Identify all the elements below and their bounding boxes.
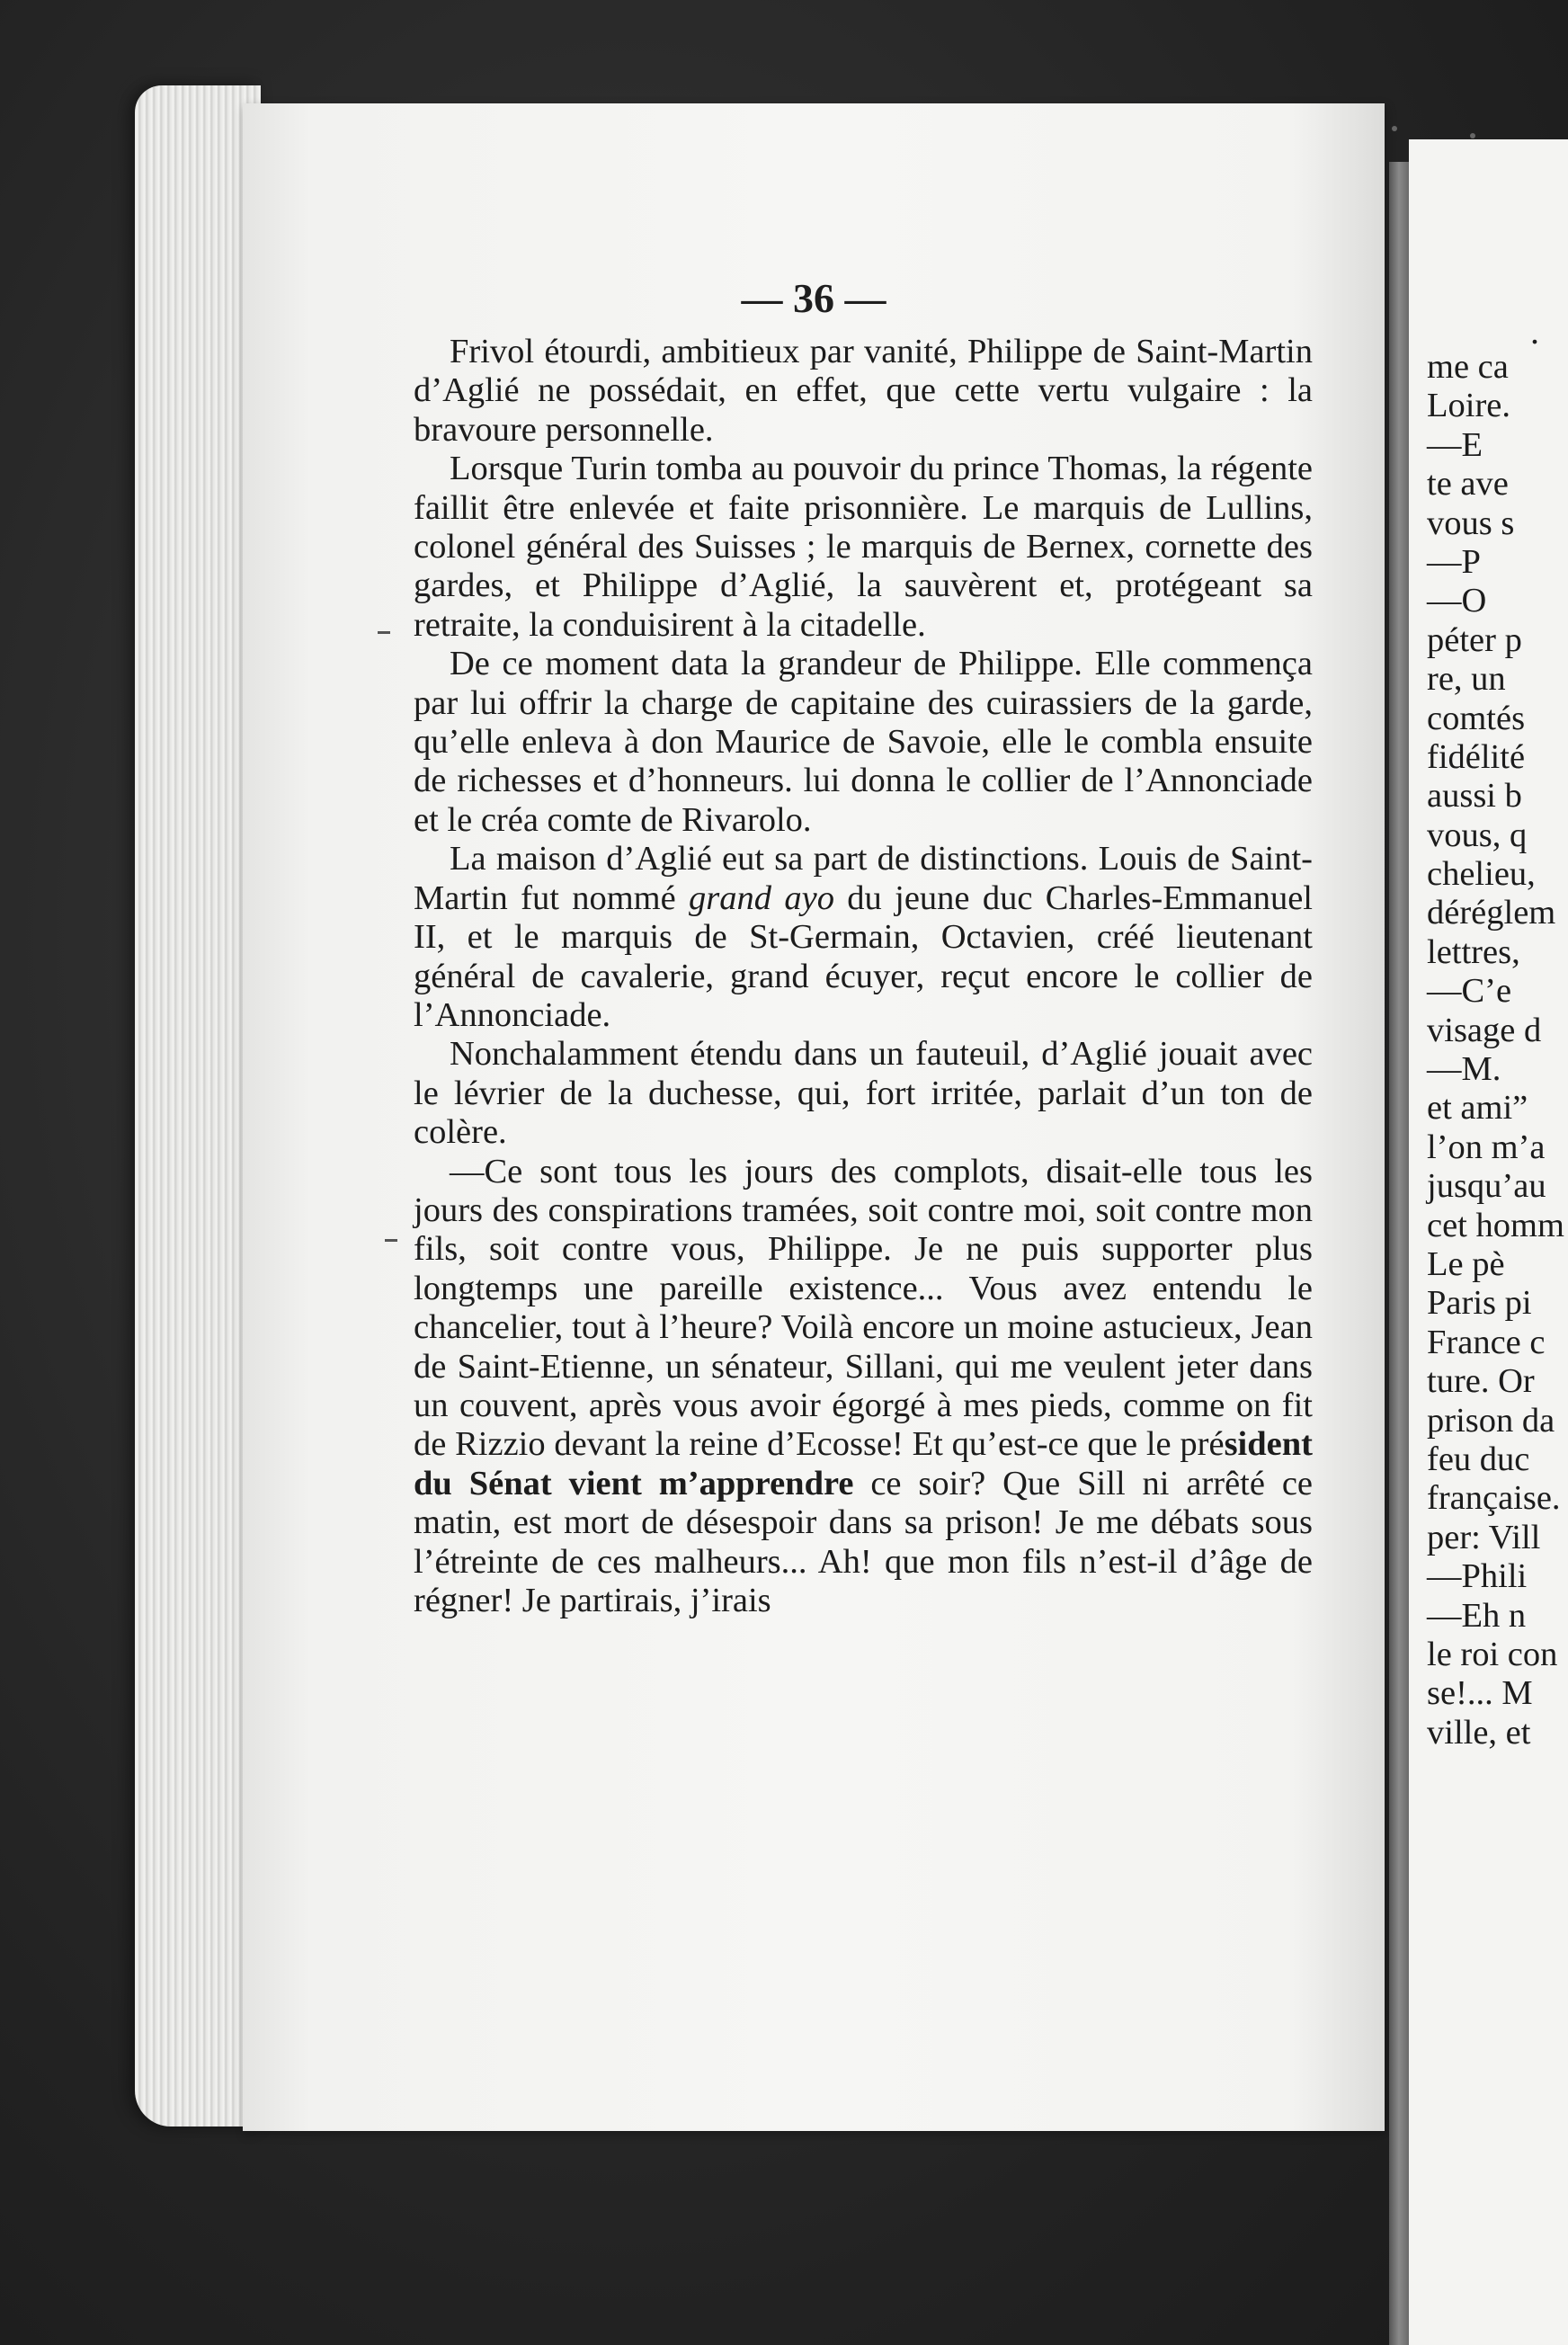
right-page-line: chelieu, [1427,855,1536,894]
right-page-line: fidélité [1427,737,1526,776]
right-page-line: —Phili [1427,1557,1528,1596]
page-number: — 36 — [741,275,886,321]
right-page-line: Le pè [1427,1244,1505,1283]
right-page-line: et ami” [1427,1089,1528,1128]
right-page-line: —M. [1427,1050,1501,1089]
right-page-line: lettres, [1427,932,1520,971]
right-page-line: aussi b [1427,777,1522,816]
bold-phrase: sident du Sénat vient m’apprendre [414,1425,1313,1502]
right-page-line: re, un [1427,660,1506,699]
right-page-line: —Eh n [1427,1596,1527,1635]
right-page-line: Paris pi [1427,1284,1532,1323]
paragraph [414,840,1313,1035]
right-page-line: vous, q [1427,816,1528,854]
italic-phrase: grand ayo [689,878,834,917]
text-span: La maison d’Aglié eut sa part de distinctions. Louis de Saint-Martin fut nommé [414,840,1313,917]
right-page-line: per: Vill [1427,1518,1541,1556]
right-page-line: péter p [1427,620,1522,659]
right-page-line: comtés [1427,699,1526,737]
paragraph: Nonchalamment étendu dans un fauteuil, d’Aglié jouait avec le lévrier de la duchesse, qui, fort irritée, parlait d’un ton de colère. [414,1035,1313,1152]
right-page-line: —C’e [1427,972,1512,1011]
right-page-line: jusqu’au [1427,1167,1546,1206]
right-page-line: vous s [1427,504,1515,542]
right-page-line: —E [1427,425,1483,464]
right-page-line: —P [1427,542,1481,581]
right-page-line: ville, et [1427,1713,1531,1752]
right-page-line: prison da [1427,1401,1555,1440]
margin-mark [385,1239,397,1242]
right-page-line: se!... M [1427,1674,1533,1713]
text-span: ce soir? Que Sill ni arrêté ce matin, est mort de désespoir dans sa prison! Je me débats sous l’étreinte de ces malheurs... Ah! que mon fils n’est-il d’âge de régner! Je partirais, j’irais [414,1464,1313,1619]
right-page-line: cet homm [1427,1206,1564,1244]
paragraph: Frivol étourdi, ambitieux par vanité, Philippe de Saint-Martin d’Aglié ne possédait, en effet, que cette vertu vulgaire : la bravoure personnelle. [414,333,1313,449]
speck [1392,126,1397,131]
text-span: —Ce sont tous les jours des complots, disait-elle tous les jours des conspirations tramées, soit contre moi, soit contre mon fils, soit contre vous, Philippe. Je ne puis supporter plus longtemps une pareille existence... Vous avez entendu le chancelier, tout à l’heure? Voilà encore un moine astucieux, Jean de Saint-Etienne, un sénateur, Sillani, qui me veulent jeter dans un couvent, après vous avoir égorgé à mes pieds, comme on fit de Rizzio devant la reine d’Ecosse! Et qu’est-ce que le pré [414,1152,1313,1464]
speck [1470,133,1475,138]
right-page-line: te ave [1427,465,1509,504]
right-page-header-mark: . [1530,311,1539,352]
right-page-line: —O [1427,582,1487,620]
right-page-text [1427,348,1568,1752]
right-page-line: visage d [1427,1011,1542,1049]
right-page-line: française. [1427,1479,1561,1518]
paragraph: De ce moment data la grandeur de Philippe. Elle commença par lui offrir la charge de capitaine des cuirassiers de la garde, qu’elle enleva à don Maurice de Savoie, elle le combla ensuite de richesses et d’honneurs. lui donna le collier de l’Annonciade et le créa comte de Rivarolo. [414,645,1313,839]
text-span: du jeune duc Charles-Emmanuel II, et le marquis de St-Germain, Octavien, créé lieutenant général de cavalerie, grand écuyer, reçut encore le collier de l’Annonciade. [414,878,1313,1034]
book-gutter [1389,162,1409,2345]
right-page-line: le roi con [1427,1635,1558,1673]
margin-mark [378,631,390,634]
page-edges [135,85,261,2127]
paragraph [414,1153,1313,1621]
body-text [414,333,1313,1620]
right-page-line: Loire. [1427,387,1510,425]
right-page-line: feu duc [1427,1440,1530,1478]
right-page-line: l’on m’a [1427,1128,1546,1166]
left-page [243,103,1385,2131]
paragraph: Lorsque Turin tomba au pouvoir du prince Thomas, la régente faillit être enlevée et faite prisonnière. Le marquis de Lullins, colonel général des Suisses ; le marquis de Bernex, cornette des gardes, et Philippe d’Aglié, la sauvèrent et, protégeant sa retraite, la conduisirent à la citadelle. [414,450,1313,644]
right-page [1409,139,1568,2345]
right-page-line: France c [1427,1323,1546,1361]
right-page-line: ture. Or [1427,1362,1535,1401]
right-page-line: me ca [1427,348,1509,386]
right-page-line: déréglem [1427,894,1556,932]
